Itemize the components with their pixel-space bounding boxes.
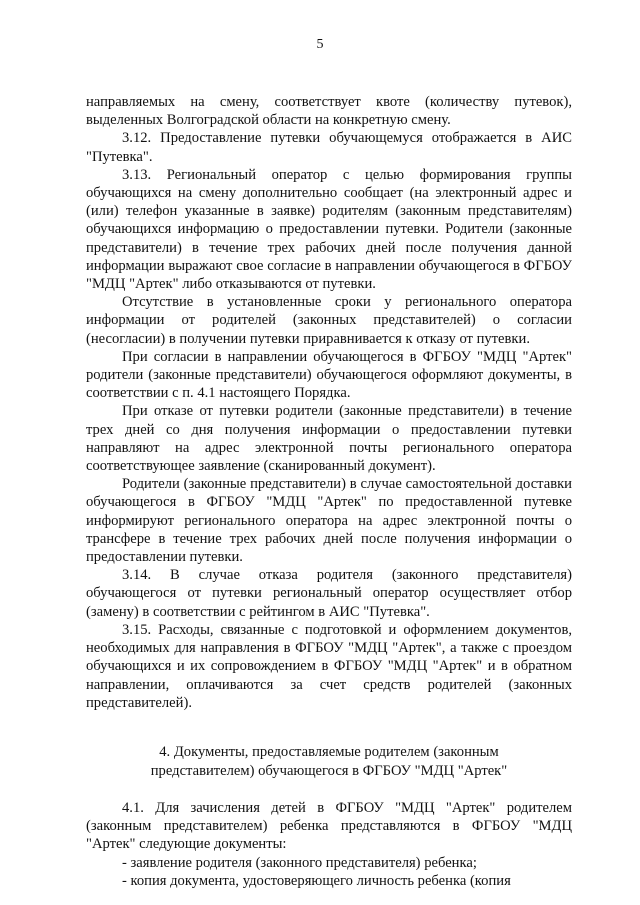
paragraph: При согласии в направлении обучающегося в ФГБОУ "МДЦ "Артек" родители (законные представители) обучающегося оформляют документы, в соответствии с п. 4.1 настоящего Порядка. — [86, 348, 572, 402]
spacer — [86, 781, 572, 799]
paragraph: 3.14. В случае отказа родителя (законного представителя) обучающегося от путевки региональный оператор осуществляет отбор (замену) в соответствии с рейтингом в АИС "Путевка". — [86, 567, 572, 620]
document-body — [86, 93, 572, 890]
section-heading — [106, 743, 552, 781]
paragraph: - заявление родителя (законного представителя) ребенка; — [122, 854, 477, 871]
paragraph: При отказе от путевки родители (законные представители) в течение трех дней со дня получения информации о предоставлении путевки направляют на адрес электронной почты регионального оператора соответствующее заявление (сканированный документ). — [86, 403, 572, 475]
spacer — [86, 712, 572, 730]
section-heading-line: представителем) обучающегося в ФГБОУ "МДЦ "Артек" — [150, 762, 508, 779]
paragraph: 4.1. Для зачисления детей в ФГБОУ "МДЦ "Артек" родителем (законным представителем) ребенка представляются в ФГБОУ "МДЦ "Артек" следующие документы: — [86, 799, 572, 853]
paragraph: Отсутствие в установленные сроки у регионального оператора информации от родителей (законных представителей) о согласии (несогласии) в получении путевки приравнивается к отказу от путевки. — [86, 294, 572, 347]
paragraph: 3.12. Предоставление путевки обучающемуся отображается в АИС "Путевка". — [86, 130, 572, 165]
section-heading-line: 4. Документы, предоставляемые родителем (законным — [159, 743, 499, 760]
paragraph: - копия документа, удостоверяющего личность ребенка (копия — [122, 872, 511, 889]
page-number: 5 — [316, 37, 324, 52]
paragraph: направляемых на смену, соответствует квоте (количеству путевок), выделенных Волгоградской области на конкретную смену. — [86, 94, 572, 129]
bottom-paragraphs — [86, 799, 572, 890]
paragraph: 3.15. Расходы, связанные с подготовкой и оформлением документов, необходимых для направления в ФГБОУ "МДЦ "Артек", а также с проездом обучающихся и их сопровождением в ФГБОУ "МДЦ "Артек" и в обратном направлении, оплачиваются за счет средств родителей (законных представителей). — [86, 621, 572, 711]
paragraph: Родители (законные представители) в случае самостоятельной доставки обучающегося в ФГБОУ "МДЦ "Артек" по предоставленной путевке информируют регионального оператора на адрес электронной почты о трансфере в течение трех рабочих дней после получения информации о предоставлении путевки. — [86, 476, 572, 566]
top-paragraphs — [86, 93, 572, 712]
paragraph: 3.13. Региональный оператор с целью формирования группы обучающихся на смену дополнительно сообщает (на электронный адрес и (или) телефон указанные в заявке) родителям (законным представителям) обучающихся информацию о предоставлении путевки. Родители (законные представители) в течение трех рабочих дней после получения данной информации выражают свое согласие в направлении обучающегося в ФГБОУ "МДЦ "Артек" либо отказываются от путевки. — [86, 166, 572, 293]
